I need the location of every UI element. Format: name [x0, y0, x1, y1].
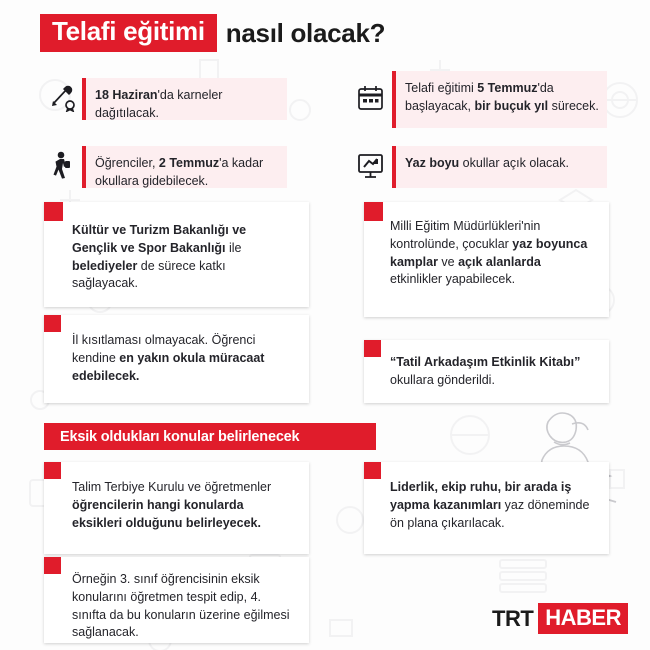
calendar-icon	[353, 80, 387, 114]
card-ministries	[44, 202, 309, 307]
page-title-highlight: Telafi eğitimi	[40, 14, 217, 52]
corner-accent	[44, 557, 61, 574]
card-no-limit-text: İl kısıtlaması olmayacak. Öğrenci kendine en yakın okula müracaat edebilecek.	[72, 333, 265, 383]
card-board-of-education-text: Talim Terbiye Kurulu ve öğretmenler öğrencilerin hangi konularda eksikleri olduğunu belirleyecek.	[72, 480, 272, 530]
logo-haber: HABER	[538, 603, 628, 634]
card-camps	[364, 202, 609, 317]
diploma-scroll-icon	[45, 80, 79, 114]
info-row-start-date	[392, 71, 607, 128]
accent-bar	[392, 146, 396, 188]
walking-student-icon	[46, 148, 80, 182]
info-row-text: Öğrenciler, 2 Temmuz'a kadar okullara gidebilecek.	[95, 156, 264, 189]
card-example-grade	[44, 557, 309, 643]
card-ministries-text: Kültür ve Turizm Bakanlığı ve Gençlik ve Spor Bakanlığı ile belediyeler de sürece katkı sağlayacak.	[72, 223, 247, 291]
card-camps-text: Milli Eğitim Müdürlükleri'nin kontrolünde, çocuklar yaz boyunca kamplar ve açık alanlarda etkinlikler yapabilecek.	[390, 219, 588, 287]
card-example-grade-text: Örneğin 3. sınıf öğrencisinin eksik konularını öğretmen tespit edip, 4. sınıfta da bu konuların üzerine eğilmesi sağlanacak.	[72, 572, 290, 640]
trt-haber-logo	[492, 603, 628, 634]
card-no-limit	[44, 315, 309, 403]
presentation-board-icon	[353, 148, 387, 182]
card-activity-book-text: “Tatil Arkadaşım Etkinlik Kitabı” okullara gönderildi.	[390, 355, 581, 387]
corner-accent	[44, 202, 63, 221]
info-row-text: Yaz boyu okullar açık olacak.	[405, 156, 569, 170]
section-banner-label: Eksik oldukları konular belirlenecek	[60, 428, 300, 445]
corner-accent	[364, 340, 381, 357]
accent-bar	[82, 78, 86, 120]
card-board-of-education	[44, 462, 309, 554]
info-row-text: Telafi eğitimi 5 Temmuz'da başlayacak, bir buçuk yıl sürecek.	[405, 81, 599, 114]
corner-accent	[364, 202, 383, 221]
page-title-rest: nasıl olacak?	[225, 17, 386, 48]
section-banner	[44, 423, 376, 450]
info-row-diploma	[82, 78, 287, 120]
page-title	[0, 0, 650, 66]
accent-bar	[392, 71, 396, 128]
info-row-school-access	[82, 146, 287, 188]
accent-bar	[82, 146, 86, 188]
card-leadership-text: Liderlik, ekip ruhu, bir arada iş yapma kazanımları yaz döneminde ön plana çıkarılacak.	[390, 480, 590, 530]
card-activity-book	[364, 340, 609, 403]
logo-trt: TRT	[492, 605, 534, 631]
corner-accent	[44, 462, 61, 479]
info-row-summer-open	[392, 146, 607, 188]
card-leadership	[364, 462, 609, 554]
info-row-text: 18 Haziran'da karneler dağıtılacak.	[95, 88, 223, 121]
corner-accent	[44, 315, 61, 332]
corner-accent	[364, 462, 381, 479]
